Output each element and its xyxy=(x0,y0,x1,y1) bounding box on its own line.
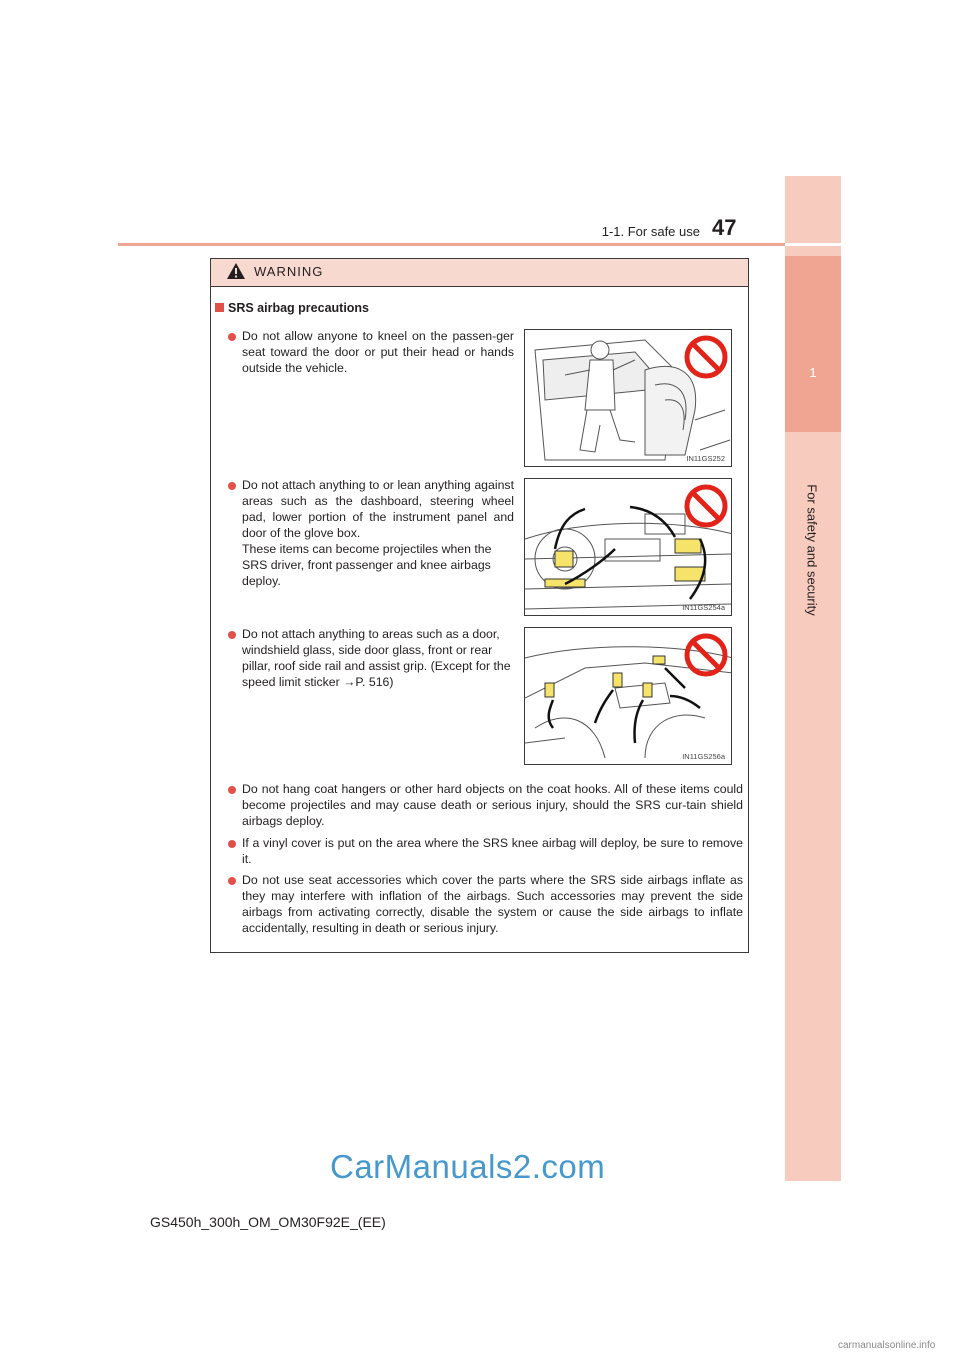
footer-band xyxy=(118,1286,960,1358)
watermark: CarManuals2.com xyxy=(330,1148,606,1185)
chapter-number: 1 xyxy=(809,365,817,380)
list-item-text: Do not attach anything to or lean anything against areas such as the dashboard, steering wheel pad, lower portion of the instrument panel and door of the glove box. xyxy=(242,478,514,540)
header-rule-gap xyxy=(785,243,841,246)
no-entry-icon xyxy=(683,334,729,380)
warning-section-heading xyxy=(215,301,369,315)
header-rule xyxy=(118,243,785,246)
chapter-title-text: For safety and security xyxy=(804,484,820,616)
manual-code: GS450h_300h_OM_OM30F92E_(EE) xyxy=(150,1214,386,1230)
warning-triangle-icon xyxy=(226,262,246,280)
list-item-text: If a vinyl cover is put on the area where the SRS knee airbag will deploy, be sure to remove it. xyxy=(242,836,743,866)
figure-cabin-interior xyxy=(524,627,732,765)
list-item-text: Do not allow anyone to kneel on the passen-ger seat toward the door or put their head or hands outside the vehicle. xyxy=(242,329,514,375)
list-item-text: Do not use seat accessories which cover the parts where the SRS side airbags inflate as they may interfere with inflation of the airbags. Such accessories may prevent the side airbags from activating correctly, disable the system or cause the side airbags to inflate accidentally, resulting in death or serious injury. xyxy=(242,873,743,935)
bullet-icon xyxy=(228,631,236,639)
list-item xyxy=(242,477,514,589)
list-item-text: Do not hang coat hangers or other hard objects on the coat hooks. All of these items could become projectiles and may cause death or serious injury, should the SRS cur-tain shield airbags deploy. xyxy=(242,782,743,828)
warning-label: WARNING xyxy=(254,264,324,279)
list-item xyxy=(242,626,514,690)
no-entry-icon xyxy=(683,632,729,678)
bullet-icon xyxy=(228,333,236,341)
list-item xyxy=(242,328,514,376)
chapter-title xyxy=(800,450,824,650)
bullet-icon xyxy=(228,877,236,885)
list-item xyxy=(242,781,743,829)
page-number: 47 xyxy=(712,215,737,240)
footer-site-link[interactable]: carmanualsonline.info xyxy=(838,1340,936,1351)
chapter-tab-highlight xyxy=(785,256,841,432)
list-item-text: Do not attach anything to areas such as a door, windshield glass, side door glass, front or rear pillar, roof side rail and assist grip. (Except for the speed limit sticker →P. 516) xyxy=(242,627,511,689)
list-item xyxy=(242,835,743,867)
warning-section-title: SRS airbag precautions xyxy=(228,301,370,315)
figure-dashboard xyxy=(524,478,732,616)
square-bullet-icon xyxy=(215,303,224,312)
figure-code: IN11GS254a xyxy=(682,603,725,612)
bullet-icon xyxy=(228,786,236,794)
no-entry-icon xyxy=(683,483,729,529)
figure-code: IN11GS256a xyxy=(682,752,725,761)
bullet-icon xyxy=(228,840,236,848)
list-item xyxy=(242,872,743,936)
figure-passenger-kneeling xyxy=(524,329,732,467)
figure-code: IN11GS252 xyxy=(686,454,725,463)
section-title: 1-1. For safe use xyxy=(601,224,700,239)
list-item-text-continued: These items can become projectiles when the SRS driver, front passenger and knee airbags deploy. xyxy=(242,542,492,588)
bullet-icon xyxy=(228,482,236,490)
